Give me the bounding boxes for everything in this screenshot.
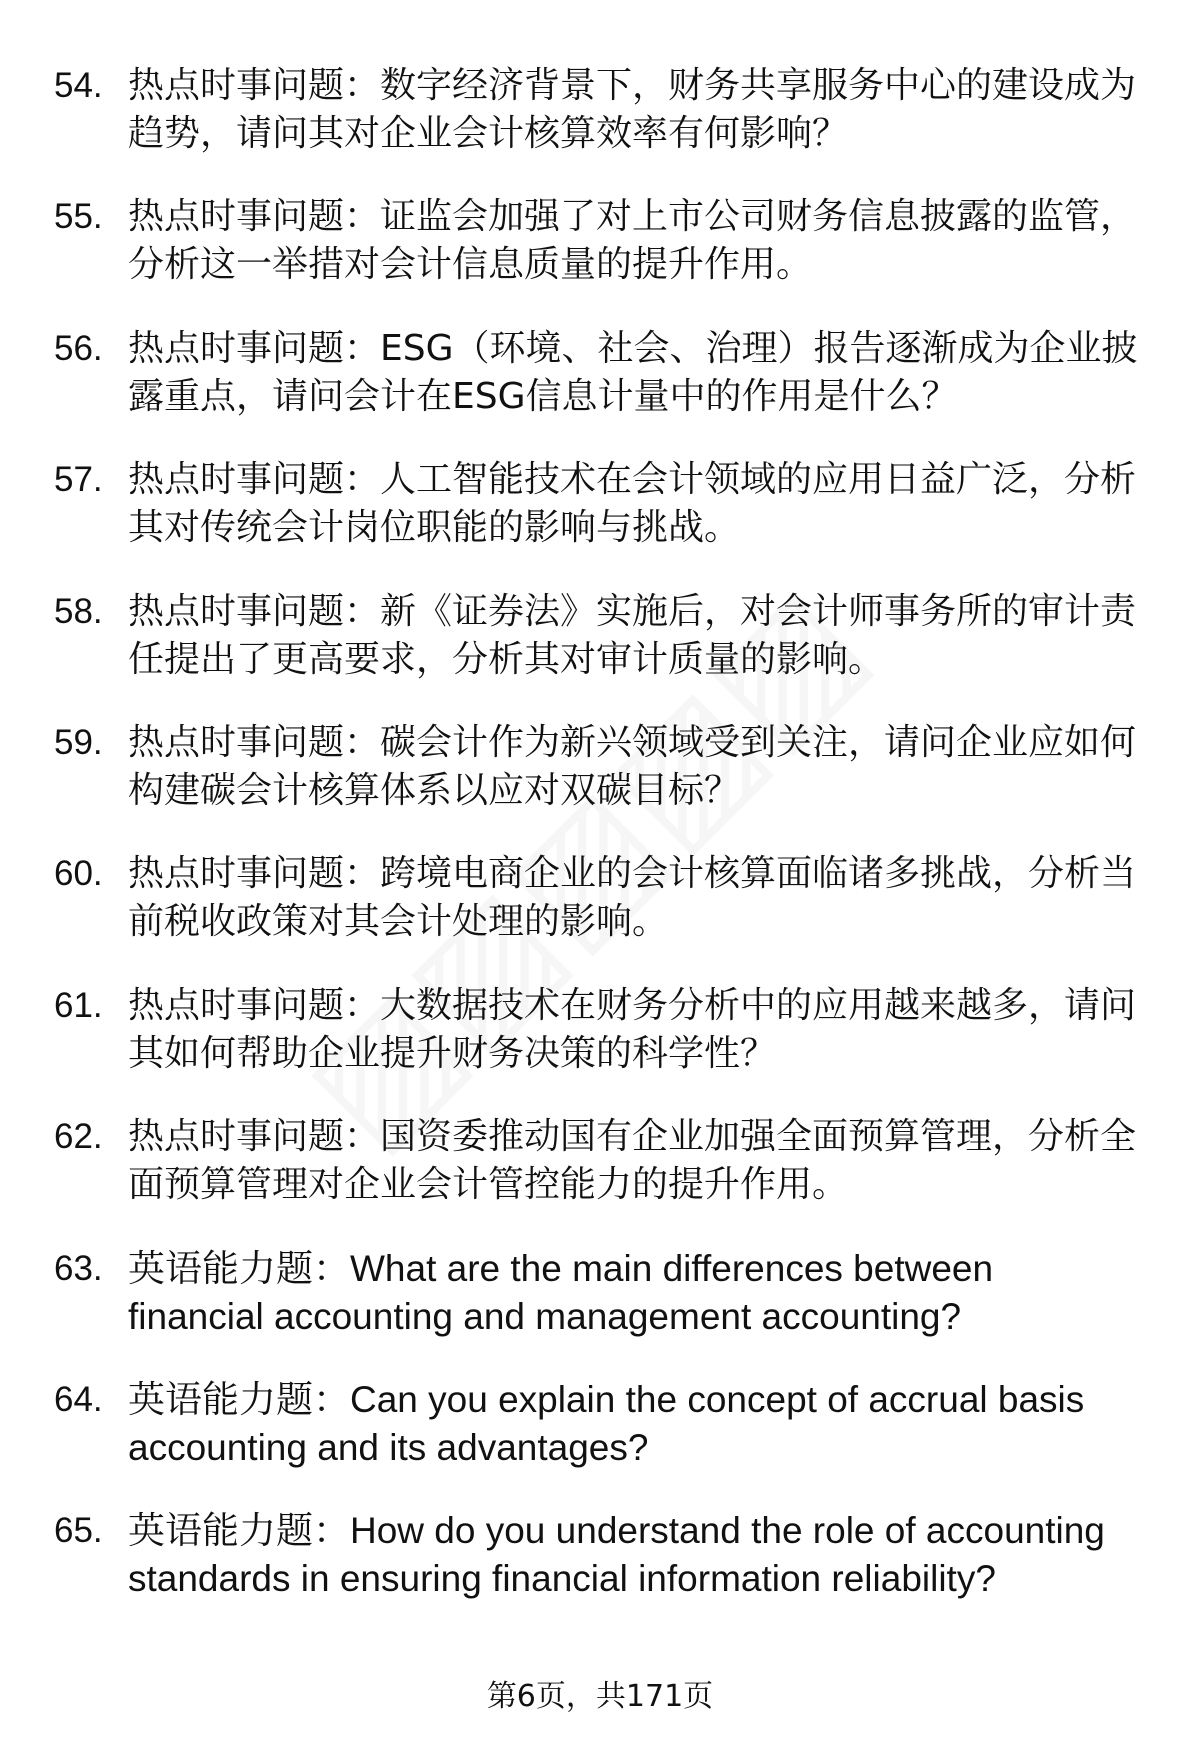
question-text-line: 热点时事问题：跨境电商企业的会计核算面临诸多挑战，分析当 [128, 853, 1137, 895]
question-text-line: 热点时事问题：新《证券法》实施后，对会计师事务所的审计责 [128, 590, 1137, 632]
question-text-line: 任提出了更高要求，分析其对审计质量的影响。 [128, 638, 885, 680]
question-text-line: 热点时事问题：数字经济背景下，财务共享服务中心的建设成为 [128, 65, 1137, 106]
question-number: 60. [54, 854, 103, 894]
question-number: 57. [54, 460, 103, 500]
question-number: 58. [54, 591, 103, 631]
question-text-line: 热点时事问题：ESG（环境、社会、治理）报告逐渐成为企业披 [128, 327, 1138, 369]
question-text-line: 其如何帮助企业提升财务决策的科学性？ [128, 1032, 777, 1074]
question-number: 65. [54, 1511, 103, 1551]
question-text-line: 热点时事问题：证监会加强了对上市公司财务信息披露的监管， [128, 196, 1137, 238]
question-number: 64. [54, 1380, 103, 1419]
question-text-line: 英语能力题：What are the main differences between [128, 1247, 994, 1289]
question-text-line: 热点时事问题：大数据技术在财务分析中的应用越来越多，请问 [128, 984, 1137, 1026]
question-number: 54. [54, 66, 103, 105]
question-number: 61. [54, 985, 103, 1025]
question-text-line: 分析这一举措对会计信息质量的提升作用。 [128, 244, 813, 286]
page-footer: 第6页，共171页 [486, 1679, 714, 1714]
question-text-line: 英语能力题：Can you explain the concept of accrual basis [128, 1379, 1085, 1420]
question-text-line: 趋势，请问其对企业会计核算效率有何影响？ [128, 113, 849, 154]
question-number: 56. [54, 328, 103, 368]
question-text-line: financial accounting and management accounting? [128, 1295, 962, 1337]
question-text-line: standards in ensuring financial information reliability? [128, 1558, 996, 1600]
question-number: 55. [54, 197, 103, 237]
question-text-line: 构建碳会计核算体系以应对双碳目标？ [128, 770, 741, 811]
question-text-line: 面预算管理对企业会计管控能力的提升作用。 [128, 1164, 849, 1206]
question-text-line: 热点时事问题：国资委推动国有企业加强全面预算管理，分析全 [128, 1116, 1137, 1158]
question-text-line: 英语能力题：How do you understand the role of accounting [128, 1510, 1105, 1552]
question-text-line: 热点时事问题：人工智能技术在会计领域的应用日益广泛，分析 [128, 459, 1137, 501]
question-number: 63. [54, 1248, 103, 1288]
question-number: 62. [54, 1117, 103, 1157]
question-number: 59. [54, 723, 103, 762]
question-text-line: accounting and its advantages? [128, 1427, 649, 1468]
question-text-line: 前税收政策对其会计处理的影响。 [128, 901, 669, 943]
question-text-line: 热点时事问题：碳会计作为新兴领域受到关注，请问企业应如何 [128, 722, 1137, 763]
question-text-line: 其对传统会计岗位职能的影响与挑战。 [128, 507, 741, 549]
question-text-line: 露重点，请问会计在ESG信息计量中的作用是什么？ [128, 375, 958, 417]
